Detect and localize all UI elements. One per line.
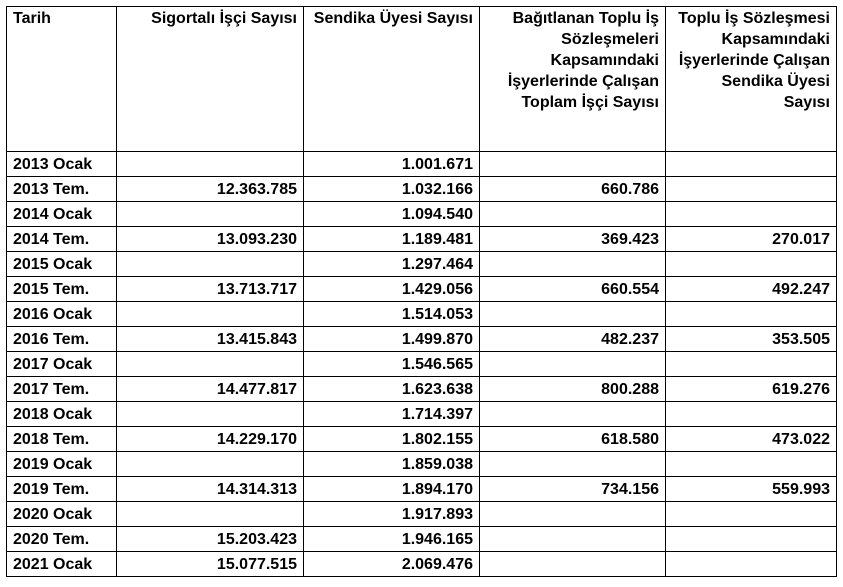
header-cba-union-members: Toplu İş Sözleşmesi Kapsamındaki İşyerlerinde Çalışan Sendika Üyesi Sayısı — [666, 7, 837, 152]
cell-cba-total-workers — [480, 202, 666, 227]
cell-cba-total-workers: 800.288 — [480, 377, 666, 402]
cell-date: 2013 Ocak — [7, 152, 117, 177]
cell-cba-total-workers: 618.580 — [480, 427, 666, 452]
cell-cba-total-workers — [480, 252, 666, 277]
cell-date: 2018 Tem. — [7, 427, 117, 452]
cell-union-members: 1.802.155 — [304, 427, 480, 452]
table-row — [7, 277, 837, 302]
table-row — [7, 202, 837, 227]
table-row — [7, 377, 837, 402]
header-row — [7, 7, 837, 152]
cell-union-members: 1.546.565 — [304, 352, 480, 377]
table-row — [7, 352, 837, 377]
cell-cba-total-workers — [480, 352, 666, 377]
cell-cba-union-members: 473.022 — [666, 427, 837, 452]
cell-cba-total-workers — [480, 552, 666, 577]
cell-date: 2014 Tem. — [7, 227, 117, 252]
table-row — [7, 252, 837, 277]
cell-date: 2015 Ocak — [7, 252, 117, 277]
cell-date: 2016 Tem. — [7, 327, 117, 352]
table-row — [7, 552, 837, 577]
cell-union-members: 1.946.165 — [304, 527, 480, 552]
cell-insured-workers: 12.363.785 — [117, 177, 304, 202]
cell-cba-total-workers — [480, 452, 666, 477]
cell-cba-total-workers: 482.237 — [480, 327, 666, 352]
cell-cba-union-members — [666, 527, 837, 552]
cell-cba-union-members: 270.017 — [666, 227, 837, 252]
cell-cba-union-members — [666, 252, 837, 277]
header-cba-total-workers: Bağıtlanan Toplu İş Sözleşmeleri Kapsamındaki İşyerlerinde Çalışan Toplam İşçi Sayısı — [480, 7, 666, 152]
cell-cba-union-members: 559.993 — [666, 477, 837, 502]
cell-cba-total-workers — [480, 152, 666, 177]
cell-insured-workers — [117, 152, 304, 177]
table-row — [7, 302, 837, 327]
cell-union-members: 1.001.671 — [304, 152, 480, 177]
cell-insured-workers — [117, 502, 304, 527]
cell-cba-union-members — [666, 452, 837, 477]
table-row — [7, 427, 837, 452]
cell-date: 2019 Ocak — [7, 452, 117, 477]
header-date: Tarih — [7, 7, 117, 152]
cell-date: 2016 Ocak — [7, 302, 117, 327]
cell-cba-total-workers: 660.786 — [480, 177, 666, 202]
cell-union-members: 1.917.893 — [304, 502, 480, 527]
cell-cba-union-members: 619.276 — [666, 377, 837, 402]
cell-date: 2015 Tem. — [7, 277, 117, 302]
cell-insured-workers — [117, 452, 304, 477]
table-row — [7, 527, 837, 552]
cell-union-members: 1.429.056 — [304, 277, 480, 302]
cell-insured-workers: 13.713.717 — [117, 277, 304, 302]
cell-cba-total-workers — [480, 502, 666, 527]
cell-insured-workers: 14.314.313 — [117, 477, 304, 502]
table-row — [7, 177, 837, 202]
cell-date: 2021 Ocak — [7, 552, 117, 577]
cell-insured-workers: 15.077.515 — [117, 552, 304, 577]
cell-date: 2020 Ocak — [7, 502, 117, 527]
cell-date: 2020 Tem. — [7, 527, 117, 552]
cell-insured-workers: 14.477.817 — [117, 377, 304, 402]
cell-union-members: 1.032.166 — [304, 177, 480, 202]
table-row — [7, 477, 837, 502]
cell-union-members: 1.714.397 — [304, 402, 480, 427]
table-body — [7, 152, 837, 577]
cell-cba-union-members — [666, 352, 837, 377]
cell-union-members: 1.514.053 — [304, 302, 480, 327]
cell-cba-total-workers: 660.554 — [480, 277, 666, 302]
cell-cba-total-workers: 734.156 — [480, 477, 666, 502]
table-row — [7, 402, 837, 427]
cell-union-members: 1.189.481 — [304, 227, 480, 252]
table-row — [7, 502, 837, 527]
cell-union-members: 1.094.540 — [304, 202, 480, 227]
table-row — [7, 227, 837, 252]
cell-insured-workers — [117, 302, 304, 327]
cell-insured-workers — [117, 402, 304, 427]
cell-union-members: 1.859.038 — [304, 452, 480, 477]
cell-insured-workers: 14.229.170 — [117, 427, 304, 452]
cell-cba-union-members: 353.505 — [666, 327, 837, 352]
cell-cba-union-members — [666, 152, 837, 177]
cell-cba-union-members — [666, 177, 837, 202]
cell-cba-union-members — [666, 552, 837, 577]
cell-cba-total-workers — [480, 527, 666, 552]
cell-insured-workers — [117, 252, 304, 277]
header-insured-workers: Sigortalı İşçi Sayısı — [117, 7, 304, 152]
union-statistics-table — [6, 6, 837, 577]
cell-cba-union-members: 492.247 — [666, 277, 837, 302]
cell-cba-total-workers — [480, 302, 666, 327]
cell-cba-union-members — [666, 202, 837, 227]
table-row — [7, 452, 837, 477]
cell-union-members: 2.069.476 — [304, 552, 480, 577]
cell-insured-workers — [117, 202, 304, 227]
cell-date: 2014 Ocak — [7, 202, 117, 227]
table-row — [7, 327, 837, 352]
cell-cba-total-workers — [480, 402, 666, 427]
cell-date: 2017 Ocak — [7, 352, 117, 377]
cell-date: 2017 Tem. — [7, 377, 117, 402]
cell-date: 2013 Tem. — [7, 177, 117, 202]
cell-union-members: 1.623.638 — [304, 377, 480, 402]
cell-date: 2018 Ocak — [7, 402, 117, 427]
cell-insured-workers: 13.093.230 — [117, 227, 304, 252]
cell-insured-workers: 15.203.423 — [117, 527, 304, 552]
cell-insured-workers: 13.415.843 — [117, 327, 304, 352]
cell-union-members: 1.499.870 — [304, 327, 480, 352]
cell-cba-union-members — [666, 302, 837, 327]
cell-date: 2019 Tem. — [7, 477, 117, 502]
cell-union-members: 1.894.170 — [304, 477, 480, 502]
cell-union-members: 1.297.464 — [304, 252, 480, 277]
header-union-members: Sendika Üyesi Sayısı — [304, 7, 480, 152]
cell-cba-total-workers: 369.423 — [480, 227, 666, 252]
cell-cba-union-members — [666, 502, 837, 527]
cell-cba-union-members — [666, 402, 837, 427]
table-row — [7, 152, 837, 177]
cell-insured-workers — [117, 352, 304, 377]
